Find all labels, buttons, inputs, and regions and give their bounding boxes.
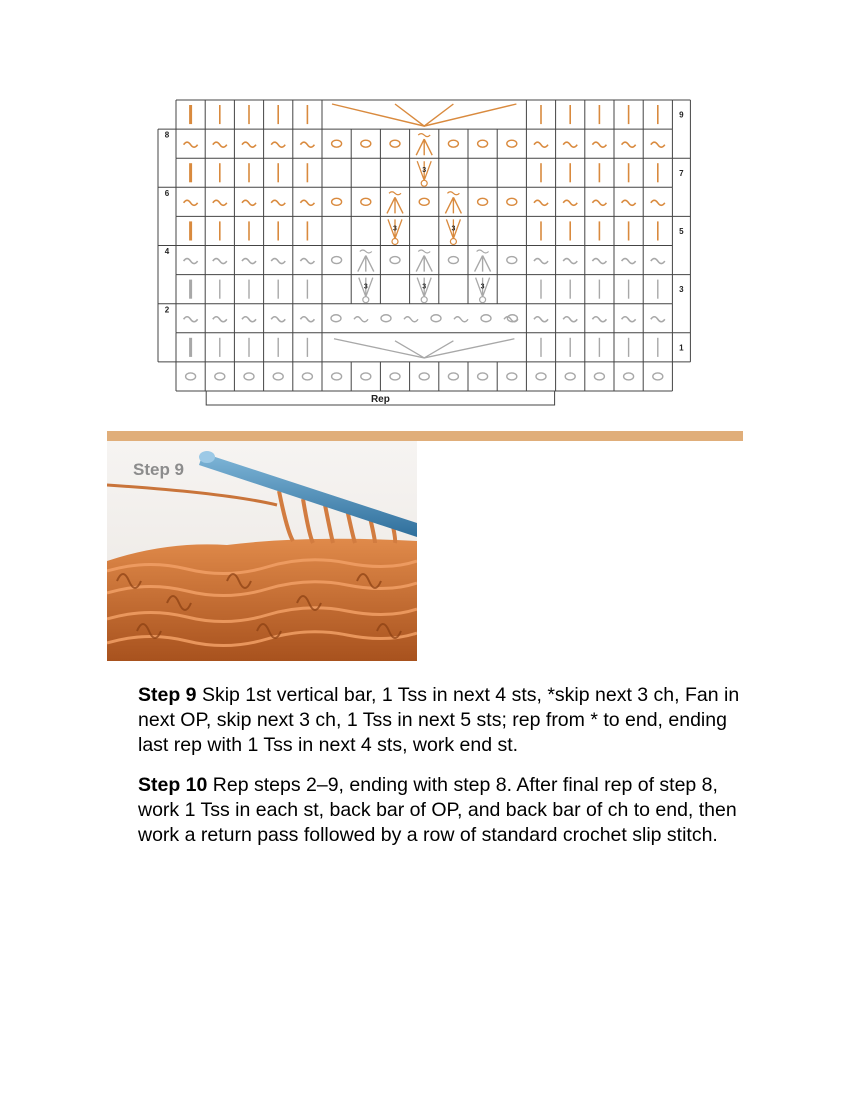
return-pass-symbol — [242, 142, 256, 147]
return-pass-symbol — [300, 259, 314, 264]
step-10-title: Step 10 — [138, 774, 208, 796]
stitch-chart-svg — [0, 0, 850, 420]
return-pass-symbol — [534, 317, 548, 322]
row-label-left: 6 — [164, 188, 170, 198]
return-pass-symbol — [651, 142, 665, 147]
return-pass-symbol — [651, 200, 665, 205]
fan-tilde-symbol — [360, 250, 372, 253]
chain-symbol — [361, 140, 371, 147]
cluster-count-label: 3 — [422, 283, 427, 291]
fan-closing-symbol — [332, 104, 516, 126]
chain-symbol — [332, 373, 342, 380]
return-pass-symbol — [242, 259, 256, 264]
cluster-count-label: 3 — [363, 283, 368, 291]
fan-closing-symbol — [395, 104, 453, 126]
return-pass-symbol — [184, 259, 198, 264]
row-label-right: 3 — [679, 285, 684, 295]
return-pass-symbol — [271, 142, 285, 147]
row-label-left: 8 — [164, 130, 170, 140]
fan-symbol — [416, 139, 432, 155]
chain-symbol — [507, 373, 517, 380]
chain-symbol — [536, 373, 546, 380]
fan-tilde-symbol — [418, 134, 430, 137]
cluster-base-symbol — [421, 180, 427, 186]
row-label-left: 2 — [164, 305, 170, 315]
chain-symbol — [478, 198, 488, 205]
chain-symbol — [302, 373, 312, 380]
chain-symbol — [390, 373, 400, 380]
return-pass-symbol — [534, 142, 548, 147]
return-pass-symbol — [213, 259, 227, 264]
chain-symbol — [390, 257, 400, 264]
section-divider — [107, 431, 743, 441]
return-pass-symbol — [454, 317, 468, 322]
return-pass-symbol — [271, 259, 285, 264]
chain-symbol — [419, 373, 429, 380]
stitch-chart — [0, 0, 850, 420]
return-pass-symbol — [271, 200, 285, 205]
fan-tilde-symbol — [447, 192, 459, 195]
chain-symbol — [478, 373, 488, 380]
fan-tilde-symbol — [477, 250, 489, 253]
return-pass-symbol — [300, 142, 314, 147]
chain-symbol — [361, 373, 371, 380]
step-10-paragraph — [138, 773, 748, 848]
chain-symbol — [594, 373, 604, 380]
chain-symbol — [332, 257, 342, 264]
return-pass-symbol — [184, 317, 198, 322]
return-pass-symbol — [534, 259, 548, 264]
chain-symbol — [481, 315, 491, 322]
cluster-count-label: 3 — [393, 225, 397, 233]
row-label-right: 1 — [679, 343, 684, 353]
cluster-base-symbol — [450, 239, 456, 245]
chain-symbol — [332, 140, 342, 147]
step-9-title: Step 9 — [138, 684, 197, 706]
chain-symbol — [215, 373, 225, 380]
return-pass-symbol — [622, 317, 636, 322]
return-pass-symbol — [622, 200, 636, 205]
return-pass-symbol — [563, 259, 577, 264]
chain-symbol — [273, 373, 283, 380]
cluster-base-symbol — [421, 297, 427, 303]
chain-symbol — [507, 140, 517, 147]
fan-tilde-symbol — [418, 250, 430, 253]
return-pass-symbol — [592, 200, 606, 205]
row-label-right: 5 — [679, 226, 684, 236]
fan-symbol — [387, 197, 403, 213]
return-pass-symbol — [184, 142, 198, 147]
step-9-body: Skip 1st vertical bar, 1 Tss in next 4 sts, *skip next 3 ch, Fan in next OP, skip next 3 ch, 1 Tss in next 5 sts; rep from * to end, ending last rep with 1 Tss in next 4 sts, work end st. — [138, 684, 740, 756]
return-pass-symbol — [592, 259, 606, 264]
fan-tilde-symbol — [389, 192, 401, 195]
crochet-fabric — [107, 539, 417, 661]
return-pass-symbol — [534, 200, 548, 205]
chain-symbol — [244, 373, 254, 380]
step-10-body: Rep steps 2–9, ending with step 8. After final rep of step 8, work 1 Tss in each st, back bar of OP, and back bar of ch to end, then work a return pass followed by a row of standard crochet slip stitch. — [138, 774, 737, 846]
step-photo — [107, 441, 417, 661]
fan-symbol — [475, 256, 491, 272]
return-pass-symbol — [622, 259, 636, 264]
return-pass-symbol — [404, 317, 418, 322]
chain-symbol — [419, 198, 429, 205]
chain-symbol — [390, 140, 400, 147]
return-pass-symbol — [563, 317, 577, 322]
chain-symbol — [624, 373, 634, 380]
return-pass-symbol — [563, 200, 577, 205]
row-label-right: 7 — [679, 168, 684, 178]
return-pass-symbol — [300, 317, 314, 322]
return-pass-symbol — [271, 317, 285, 322]
chain-arc-symbol — [334, 339, 514, 358]
return-pass-symbol — [213, 317, 227, 322]
step-photo-illustration — [107, 441, 417, 661]
return-pass-symbol — [563, 142, 577, 147]
chain-symbol — [507, 257, 517, 264]
chain-symbol — [431, 315, 441, 322]
photo-step-label: Step 9 — [133, 460, 185, 479]
return-pass-symbol — [354, 317, 368, 322]
row-label-right: 9 — [679, 110, 684, 120]
fan-symbol — [445, 197, 461, 213]
return-pass-symbol — [184, 200, 198, 205]
cluster-count-label: 3 — [480, 283, 485, 291]
return-pass-symbol — [242, 317, 256, 322]
step-9-paragraph — [138, 683, 748, 758]
chain-symbol — [186, 373, 196, 380]
chain-symbol — [361, 198, 371, 205]
chain-symbol — [332, 198, 342, 205]
fan-symbol — [358, 256, 374, 272]
row-label-left: 4 — [164, 247, 170, 257]
return-pass-symbol — [213, 142, 227, 147]
return-pass-symbol — [300, 200, 314, 205]
cluster-base-symbol — [480, 297, 486, 303]
return-pass-symbol — [592, 317, 606, 322]
chain-symbol — [448, 257, 458, 264]
cluster-count-label: 3 — [422, 167, 427, 175]
cluster-base-symbol — [363, 297, 369, 303]
return-pass-symbol — [592, 142, 606, 147]
chain-symbol — [381, 315, 391, 322]
chain-symbol — [565, 373, 575, 380]
chain-symbol — [507, 198, 517, 205]
chain-symbol — [448, 140, 458, 147]
cluster-count-label: 3 — [451, 225, 456, 233]
chain-arc-symbol — [395, 341, 453, 358]
return-pass-symbol — [651, 317, 665, 322]
chain-symbol — [448, 373, 458, 380]
chain-symbol — [331, 315, 341, 322]
chain-symbol — [478, 140, 488, 147]
chain-symbol — [653, 373, 663, 380]
return-pass-symbol — [651, 259, 665, 264]
fan-symbol — [416, 256, 432, 272]
return-pass-symbol — [213, 200, 227, 205]
return-pass-symbol — [242, 200, 256, 205]
cluster-base-symbol — [392, 239, 398, 245]
repeat-label: Rep — [370, 394, 390, 405]
return-pass-symbol — [622, 142, 636, 147]
